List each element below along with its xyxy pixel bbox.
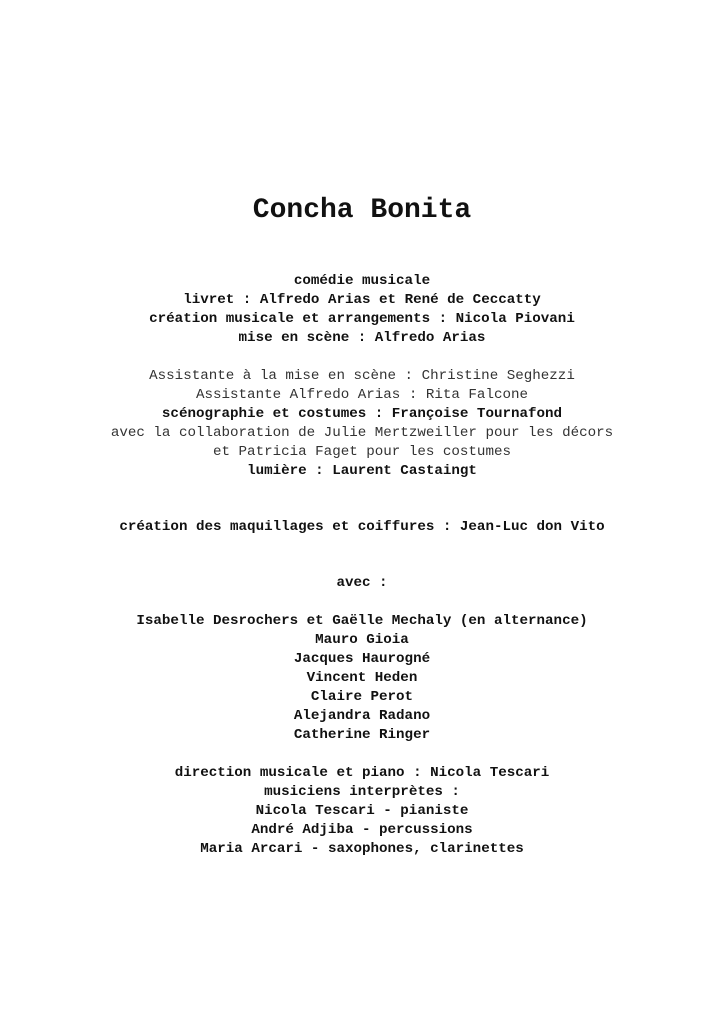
cast-member: Catherine Ringer [293,727,431,743]
cast-member: Alejandra Radano [293,708,431,724]
cast-member: Isabelle Desrochers et Gaëlle Mechaly (en alternance) [136,613,588,629]
page-title: Concha Bonita [252,195,472,226]
makeup-credit [0,518,724,537]
credit-line: mise en scène : Alfredo Arias [238,330,486,346]
credit-line: livret : Alfredo Arias et René de Ceccatty [183,292,541,308]
credit-line: et Patricia Faget pour les costumes [213,444,511,460]
credit-line: direction musicale et piano : Nicola Tescari [174,765,550,781]
cast-member: Claire Perot [310,689,414,705]
credit-line: lumière : Laurent Castaingt [247,463,477,479]
credit-line: Assistante à la mise en scène : Christine Seghezzi [149,368,575,384]
cast-member: Jacques Haurogné [293,651,431,667]
credit-line: création musicale et arrangements : Nicola Piovani [149,311,575,327]
credit-line: comédie musicale [293,273,431,289]
music-credits [0,764,724,859]
with-heading [0,574,724,593]
main-credits [0,272,724,348]
cast-member: Vincent Heden [306,670,418,686]
with-label: avec : [336,575,388,591]
credit-line: avec la collaboration de Julie Mertzweiller pour les décors [110,425,614,441]
team-credits [0,367,724,481]
credit-line: Nicola Tescari - pianiste [255,803,469,819]
credit-line: Assistante Alfredo Arias : Rita Falcone [195,387,529,403]
cast-member: Mauro Gioia [315,632,409,648]
credit-line: Maria Arcari - saxophones, clarinettes [200,841,524,857]
credit-line: musiciens interprètes : [264,784,460,800]
credit-line: création des maquillages et coiffures : Jean-Luc don Vito [119,519,605,535]
cast-list [0,612,724,745]
credit-line: scénographie et costumes : Françoise Tournafond [161,406,563,422]
credit-line: André Adjiba - percussions [251,822,473,838]
